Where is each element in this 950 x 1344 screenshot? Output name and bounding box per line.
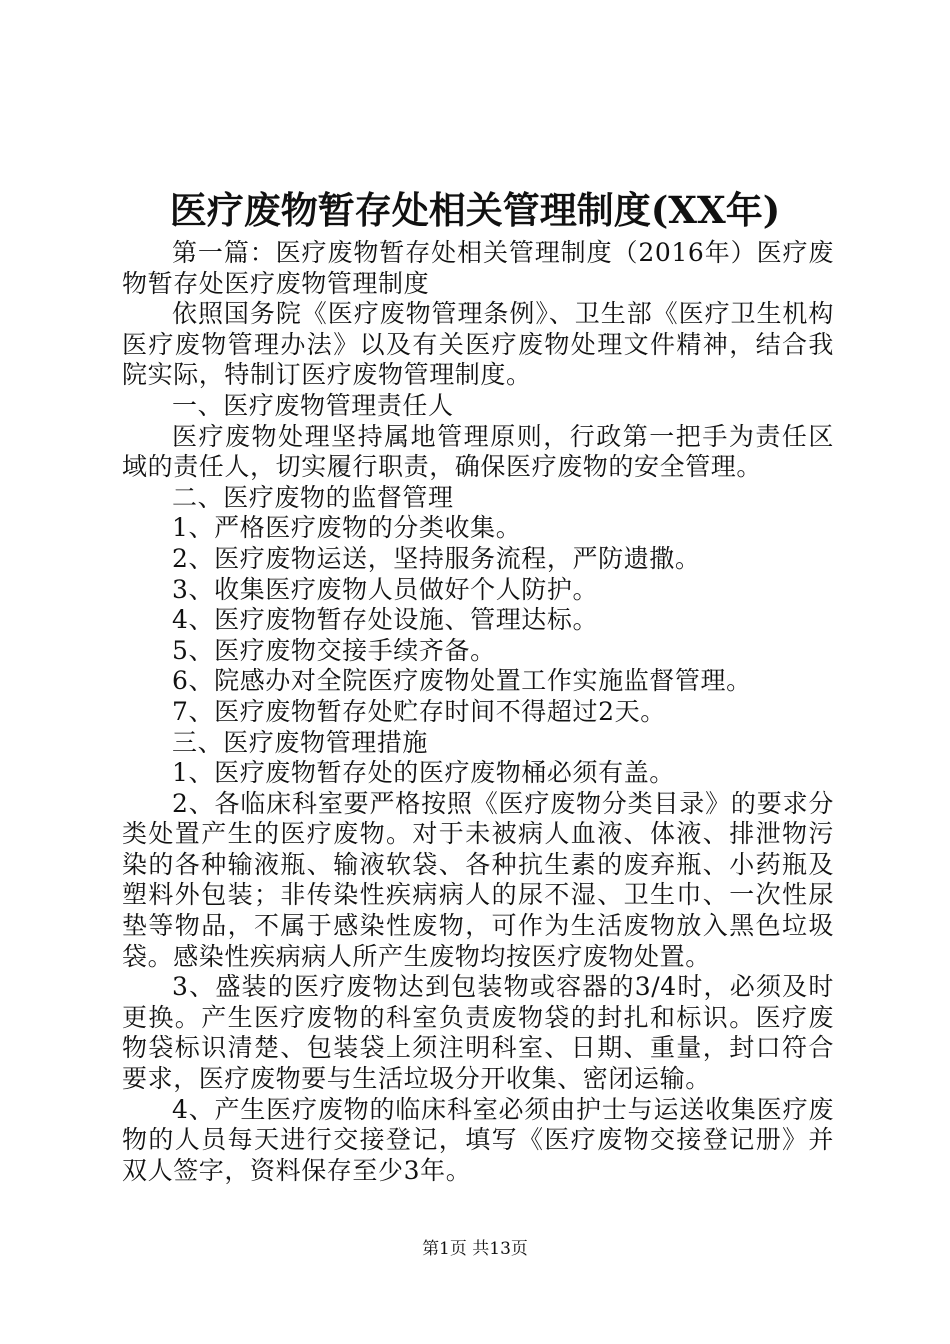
section-heading: 一、医疗废物管理责任人 [172, 390, 454, 420]
section-heading: 三、医疗废物管理措施 [172, 727, 429, 757]
list-item: 2、各临床科室要严格按照《医疗废物分类目录》的要求分类处置产生的医疗废物。对于未被病人血液、体液、排泄物污染的各种输液瓶、输液软袋、各种抗生素的废弃瓶、小药瓶及塑料外包装；非传染性疾病病人的尿不湿、卫生巾、一次性尿垫等物品，不属于感染性废物，可作为生活废物放入黑色垃圾袋。感染性疾病病人所产生废物均按医疗废物处置。 [122, 788, 834, 971]
list-item: 5、医疗废物交接手续齐备。 [172, 635, 496, 665]
section-heading: 二、医疗废物的监督管理 [172, 482, 454, 512]
list-item: 3、盛装的医疗废物达到包装物或容器的3/4时，必须及时更换。产生医疗废物的科室负责废物袋的封扎和标识。医疗废物袋标识清楚、包装袋上须注明科室、日期、重量，封口符合要求，医疗废物要与生活垃圾分开收集、密闭运输。 [122, 972, 834, 1094]
list-item: 4、医疗废物暂存处设施、管理达标。 [172, 605, 599, 635]
paragraph: 医疗废物处理坚持属地管理原则，行政第一把手为责任区域的责任人，切实履行职责，确保医疗废物的安全管理。 [122, 421, 834, 482]
page-footer [0, 1238, 950, 1260]
list-item: 2、医疗废物运送，坚持服务流程，严防遗撒。 [172, 543, 701, 573]
document-body [122, 238, 834, 1186]
document-title: 医疗废物暂存处相关管理制度(XX年) [169, 188, 781, 232]
list-item: 6、院感办对全院医疗废物处置工作实施监督管理。 [172, 666, 752, 696]
paragraph: 依照国务院《医疗废物管理条例》、卫生部《医疗卫生机构医疗废物管理办法》以及有关医疗废物处理文件精神，结合我院实际，特制订医疗废物管理制度。 [122, 299, 834, 390]
paragraph: 第一篇：医疗废物暂存处相关管理制度（2016年）医疗废物暂存处医疗废物管理制度 [122, 238, 834, 298]
list-item: 1、严格医疗废物的分类收集。 [172, 513, 522, 543]
page-indicator: 第1页 共13页 [422, 1239, 528, 1259]
list-item: 3、收集医疗废物人员做好个人防护。 [172, 574, 599, 604]
list-item: 1、医疗废物暂存处的医疗废物桶必须有盖。 [172, 758, 675, 788]
list-item: 7、医疗废物暂存处贮存时间不得超过2天。 [172, 696, 666, 726]
list-item: 4、产生医疗废物的临床科室必须由护士与运送收集医疗废物的人员每天进行交接登记，填写《医疗废物交接登记册》并双人签字，资料保存至少3年。 [122, 1094, 834, 1185]
